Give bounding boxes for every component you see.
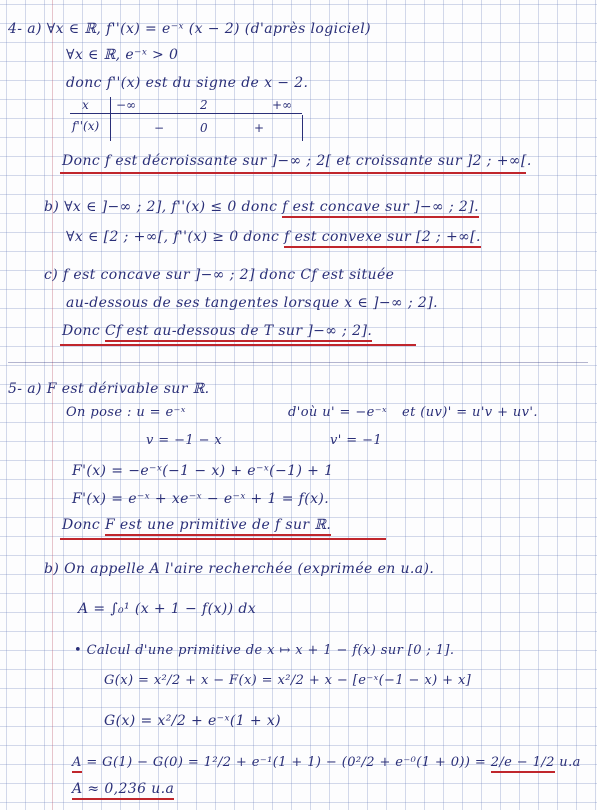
q4c-underline	[60, 344, 416, 346]
sign-table	[70, 97, 302, 141]
q5b-result-a: A	[72, 755, 82, 773]
q5a-line6	[62, 516, 331, 534]
q5b-result	[72, 754, 581, 772]
q4a-line2: ∀x ∈ ℝ, e⁻ˣ > 0	[66, 47, 179, 63]
q5a-line2c: et (uv)' = u'v + uv'.	[402, 405, 538, 420]
q5a-line6-text: Donc	[62, 517, 105, 533]
q4c-line2: au-dessous de ses tangentes lorsque x ∈ ]−∞ ; 2].	[66, 295, 438, 311]
q5a-underline	[60, 538, 386, 540]
sign-table-vline-right	[302, 115, 303, 141]
q5b-result-d: u.a	[554, 755, 581, 770]
sign-table-zero: 0	[200, 121, 208, 135]
sign-table-vline	[110, 97, 111, 141]
q4b-line2-text: ∀x ∈ [2 ; +∞[, f''(x) ≥ 0 donc	[66, 229, 285, 245]
q4c-line3-result: Cf est au-dessous de T sur ]−∞ ; 2].	[105, 323, 372, 342]
section-separator	[8, 362, 588, 363]
sign-table-row-label: f''(x)	[72, 119, 100, 133]
q5b-g1: G(x) = x²/2 + x − F(x) = x²/2 + x − [e⁻ˣ(−1 − x) + x]	[104, 673, 472, 688]
q5a-line2b: d'où u' = −e⁻ˣ	[288, 405, 387, 420]
sign-table-plus-inf: +∞	[272, 98, 293, 112]
q5b-approx	[72, 780, 174, 798]
q4b-line2-result: f est convexe sur [2 ; +∞[.	[284, 229, 481, 248]
q4a-line1: 4- a) ∀x ∈ ℝ, f''(x) = e⁻ˣ (x − 2) (d'après logiciel)	[8, 21, 372, 37]
q5a-line1: 5- a) F est dérivable sur ℝ.	[8, 381, 210, 397]
margin-line	[52, 0, 53, 810]
q5b-line1: b) On appelle A l'aire recherchée (exprimée en u.a).	[44, 561, 435, 577]
q5a-line4: F'(x) = −e⁻ˣ(−1 − x) + e⁻ˣ(−1) + 1	[72, 463, 334, 479]
sign-table-minus-inf: −∞	[116, 98, 137, 112]
q5a-line5: F'(x) = e⁻ˣ + xe⁻ˣ − e⁻ˣ + 1 = f(x).	[72, 491, 330, 507]
sign-table-pos: +	[254, 121, 265, 135]
q4a-line3: donc f''(x) est du signe de x − 2.	[66, 75, 309, 91]
q4b-line1-text: b) ∀x ∈ ]−∞ ; 2], f''(x) ≤ 0 donc	[44, 199, 283, 215]
sign-table-x-label: x	[82, 98, 89, 112]
q5b-result-c: 2/e − 1/2	[491, 755, 555, 773]
q5b-calc: • Calcul d'une primitive de x ↦ x + 1 − f(x) sur [0 ; 1].	[74, 643, 455, 658]
sign-table-two: 2	[200, 98, 208, 112]
q4b-line1-result: f est concave sur ]−∞ ; 2].	[282, 199, 479, 218]
sign-table-hline	[70, 113, 302, 114]
sign-table-neg: −	[154, 121, 165, 135]
q5a-line6-result: F est une primitive de f sur ℝ.	[105, 517, 331, 536]
q4a-underline	[60, 172, 526, 174]
q5b-result-b: = G(1) − G(0) = 1²/2 + e⁻¹(1 + 1) − (0²/2 + e⁻⁰(1 + 0)) =	[81, 755, 491, 770]
q4b-line1	[44, 198, 479, 216]
q5a-line3a: v = −1 − x	[146, 433, 223, 448]
q5b-g2: G(x) = x²/2 + e⁻ˣ(1 + x)	[104, 713, 281, 729]
q4c-line3	[62, 322, 372, 340]
q5a-line2a: On pose : u = e⁻ˣ	[66, 405, 186, 420]
q4c-line3-text: Donc	[62, 323, 105, 339]
q5a-line3b: v' = −1	[330, 433, 383, 448]
q4b-line2	[66, 228, 481, 246]
q4c-line1: c) f est concave sur ]−∞ ; 2] donc Cf est située	[44, 267, 395, 283]
q4a-conclusion: Donc f est décroissante sur ]−∞ ; 2[ et croissante sur ]2 ; +∞[.	[62, 153, 532, 169]
q5b-approx-text: A ≈ 0,236 u.a	[72, 781, 174, 800]
q5b-integral: A = ∫₀¹ (x + 1 − f(x)) dx	[78, 601, 257, 617]
